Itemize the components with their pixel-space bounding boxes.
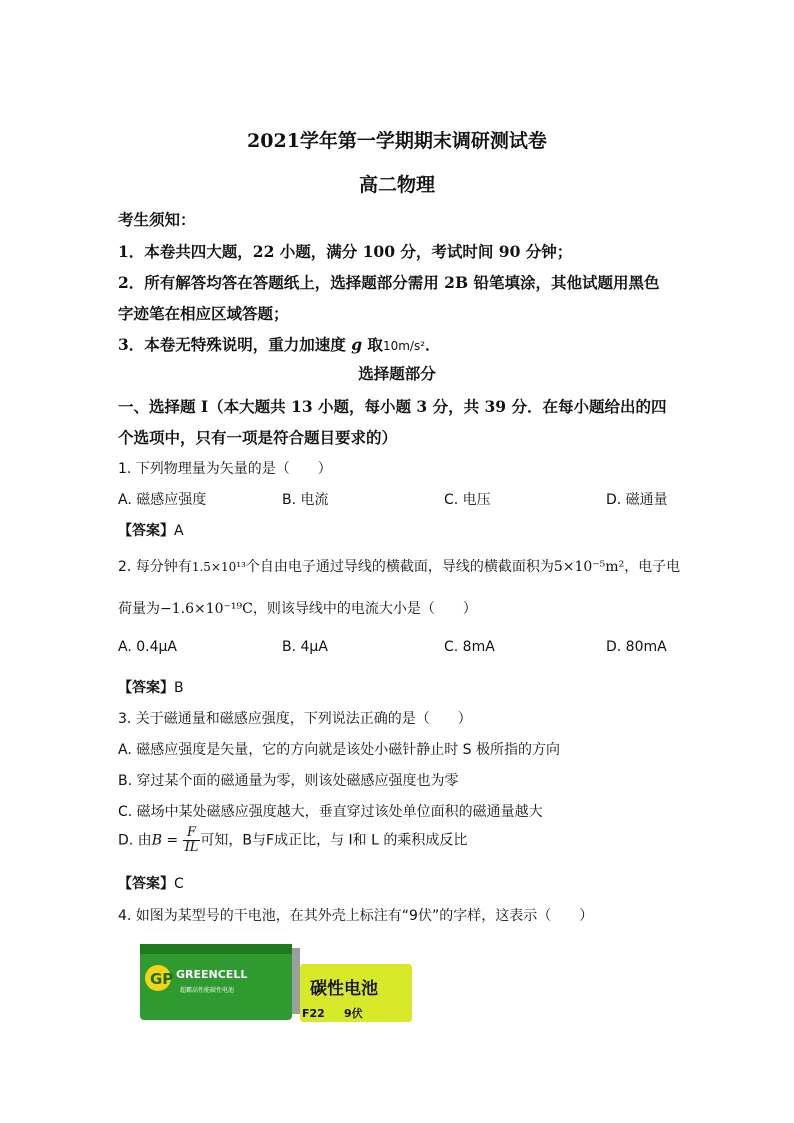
battery-line-name: GREENCELL xyxy=(176,968,248,981)
q3-option-c: C. 磁场中某处磁感应强度越大，垂直穿过该处单位面积的磁通量越大 xyxy=(118,804,543,820)
q2-stem-line2: 荷量为−1.6×10⁻¹⁹C，则该导线中的电流大小是（ ） xyxy=(118,601,477,617)
q2-option-a: A. 0.4μA xyxy=(118,639,177,655)
q2-option-d: D. 80mA xyxy=(606,639,667,655)
notice-item-2b: 字迹笔在相应区域答题； xyxy=(118,304,289,323)
q4-stem: 4. 如图为某型号的干电池，在其外壳上标注有“9伏”的字样，这表示（ ） xyxy=(118,908,594,924)
section-part-a: 一、选择题 I（本大题共 13 小题，每小题 3 分，共 39 分．在每小题给出的四 xyxy=(118,397,667,416)
battery-image xyxy=(140,938,415,1024)
battery-model: F22 xyxy=(302,1007,325,1020)
q1-option-d: D. 磁通量 xyxy=(606,492,668,508)
section-title: 选择题部分 xyxy=(358,364,436,383)
q2-option-c: C. 8mA xyxy=(444,639,495,655)
notice-item-1: 1．本卷共四大题，22 小题，满分 100 分，考试时间 90 分钟； xyxy=(118,242,573,261)
q3-stem: 3. 关于磁通量和磁感应强度，下列说法正确的是（ ） xyxy=(118,711,472,727)
exam-subject: 高二物理 xyxy=(358,174,435,196)
q1-option-c: C. 电压 xyxy=(444,492,491,508)
notice-item-3: 3．本卷无特殊说明，重力加速度 g 取10m/s²． xyxy=(118,335,441,354)
q2-stem-line1: 2. 每分钟有1.5×10¹³个自由电子通过导线的横截面，导线的横截面积为5×10⁻⁵m²，电子电 xyxy=(118,559,681,575)
q1-stem: 1. 下列物理量为矢量的是（ ） xyxy=(118,461,332,477)
q1-option-a: A. 磁感应强度 xyxy=(118,492,207,508)
q2-option-b: B. 4μA xyxy=(282,639,328,655)
q2-answer: 【答案】B xyxy=(118,680,184,696)
notice-item-2a: 2．所有解答均答在答题纸上，选择题部分需用 2B 铅笔填涂，其他试题用黑色 xyxy=(118,273,660,292)
q3-option-b: B. 穿过某个面的磁通量为零，则该处磁感应强度也为零 xyxy=(118,773,459,789)
q1-answer: 【答案】A xyxy=(118,523,184,539)
q3-option-a: A. 磁感应强度是矢量，它的方向就是该处小磁针静止时 S 极所指的方向 xyxy=(118,742,561,758)
notice-heading: 考生须知： xyxy=(118,210,196,229)
battery-voltage: 9伏 xyxy=(344,1007,363,1020)
battery-label-text: 碳性电池 xyxy=(310,979,378,999)
section-part-b: 个选项中，只有一项是符合题目要求的） xyxy=(118,428,398,447)
formula-fraction: $\frac{F}{IL}$ xyxy=(184,825,199,855)
q3-answer: 【答案】C xyxy=(118,876,184,892)
gp-logo-text: GP xyxy=(150,970,174,988)
battery-terminal-cap xyxy=(292,948,300,1014)
battery-body-text: 超霸高性能碳性电池 xyxy=(180,987,235,994)
q3-option-d: D. 由B = $\frac{F}{IL}$ 可知，B与F成正比，与 I和 L 的乘积成反比 xyxy=(118,825,468,855)
q1-option-b: B. 电流 xyxy=(282,492,329,508)
exam-title: 2021学年第一学期期末调研测试卷 xyxy=(247,130,547,152)
battery-body-top xyxy=(140,944,292,954)
